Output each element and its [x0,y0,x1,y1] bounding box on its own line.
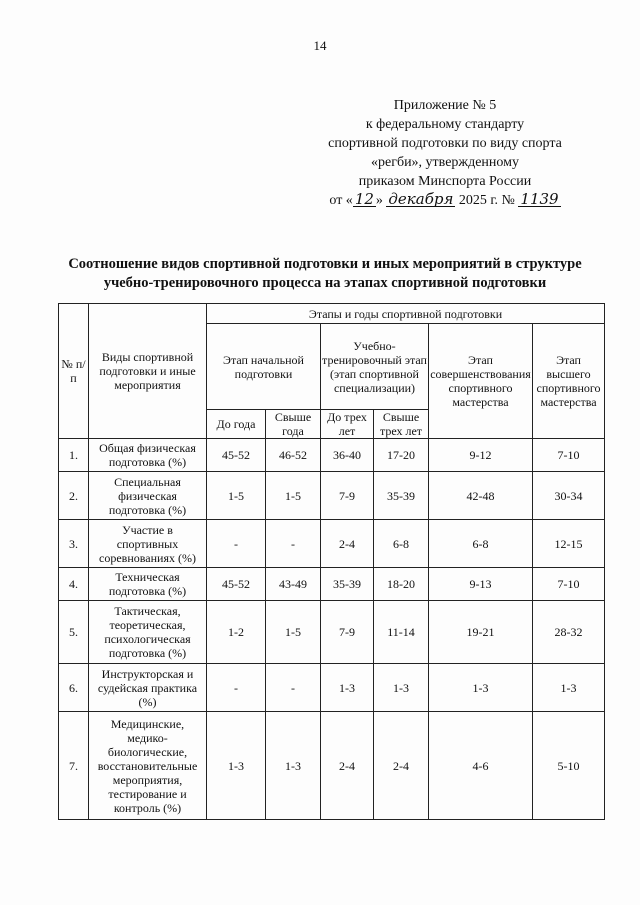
row-value: 1-3 [374,664,429,712]
page-number: 14 [313,38,327,53]
row-kind: Общая физическая подготовка (%) [89,439,207,472]
row-value: 1-5 [207,472,266,520]
row-value: 1-5 [266,472,321,520]
header-up-to-year: До года [207,410,266,439]
row-value: 2-4 [374,712,429,820]
title-line-2: учебно-тренировочного процесса на этапах спортивной подготовки [103,275,547,291]
row-value: 28-32 [533,601,605,664]
date-prefix: от « [329,193,353,208]
table-row [59,439,605,472]
row-value: 1-3 [321,664,374,712]
order-number: 1139 [520,190,559,208]
row-value: 1-5 [266,601,321,664]
row-kind: Тактическая, теоретическая, психологическая подготовка (%) [89,601,207,664]
row-value: 35-39 [374,472,429,520]
row-value: 4-6 [429,712,533,820]
row-num: 6. [59,664,89,712]
table-row [59,568,605,601]
row-value: 18-20 [374,568,429,601]
date-mid: » [375,193,383,208]
row-value: 43-49 [266,568,321,601]
row-value: 42-48 [429,472,533,520]
date-month: декабря [388,190,454,208]
table-row [59,472,605,520]
header-num: № п/п [59,304,89,439]
row-value: 7-9 [321,472,374,520]
row-value: 17-20 [374,439,429,472]
appendix-block [300,96,590,210]
date-year: 2025 г. № [458,193,515,208]
row-value: 6-8 [429,520,533,568]
row-num: 1. [59,439,89,472]
row-value: 5-10 [533,712,605,820]
order-date-line [300,191,590,210]
row-value: 9-12 [429,439,533,472]
row-kind: Инструкторская и судейская практика (%) [89,664,207,712]
appendix-line-2: к федеральному стандарту [365,117,525,132]
stages-ratio-table [58,303,605,820]
header-kind: Виды спортивной подготовки и иные мероприятия [89,304,207,439]
appendix-line-3: спортивной подготовки по виду спорта [328,136,562,151]
row-value: 19-21 [429,601,533,664]
document-title [40,255,610,293]
header-initial-stage: Этап начальной подготовки [207,324,321,410]
row-value: 46-52 [266,439,321,472]
row-num: 5. [59,601,89,664]
row-value: 30-34 [533,472,605,520]
header-over-year: Свыше года [266,410,321,439]
appendix-line-1: Приложение № 5 [393,98,497,113]
row-kind: Участие в спортивных соревнованиях (%) [89,520,207,568]
appendix-line-5: приказом Минспорта России [358,174,532,189]
header-stages-years: Этапы и годы спортивной подготовки [207,304,605,324]
row-value: - [266,520,321,568]
row-value: 6-8 [374,520,429,568]
row-num: 4. [59,568,89,601]
row-kind: Медицинские, медико-биологические, восстановительные мероприятия, тестирование и контроль (%) [89,712,207,820]
header-up-to-three-years: До трех лет [321,410,374,439]
row-value: 45-52 [207,439,266,472]
header-improvement-stage: Этап совершенствования спортивного мастерства [429,324,533,439]
row-kind: Техническая подготовка (%) [89,568,207,601]
header-over-three-years: Свыше трех лет [374,410,429,439]
row-value: - [207,664,266,712]
row-value: 7-10 [533,568,605,601]
date-day: 12 [354,190,374,208]
row-value: 2-4 [321,520,374,568]
row-value: 35-39 [321,568,374,601]
row-value: 1-2 [207,601,266,664]
row-kind: Специальная физическая подготовка (%) [89,472,207,520]
row-value: 1-3 [533,664,605,712]
header-training-stage: Учебно-тренировочный этап (этап спортивной специализации) [321,324,429,410]
row-num: 2. [59,472,89,520]
table-row [59,664,605,712]
row-value: 7-10 [533,439,605,472]
row-value: 12-15 [533,520,605,568]
row-value: 1-3 [207,712,266,820]
row-num: 7. [59,712,89,820]
row-value: 7-9 [321,601,374,664]
row-value: 1-3 [266,712,321,820]
row-value: - [207,520,266,568]
appendix-line-4: «регби», утвержденному [370,155,520,170]
table-row [59,520,605,568]
row-value: 45-52 [207,568,266,601]
row-value: 11-14 [374,601,429,664]
row-value: 36-40 [321,439,374,472]
row-value: 1-3 [429,664,533,712]
title-line-1: Соотношение видов спортивной подготовки и иных мероприятий в структуре [68,256,582,272]
header-highest-stage: Этап высшего спортивного мастерства [533,324,605,439]
table-row [59,712,605,820]
table-row [59,601,605,664]
row-value: 9-13 [429,568,533,601]
row-num: 3. [59,520,89,568]
row-value: 2-4 [321,712,374,820]
row-value: - [266,664,321,712]
